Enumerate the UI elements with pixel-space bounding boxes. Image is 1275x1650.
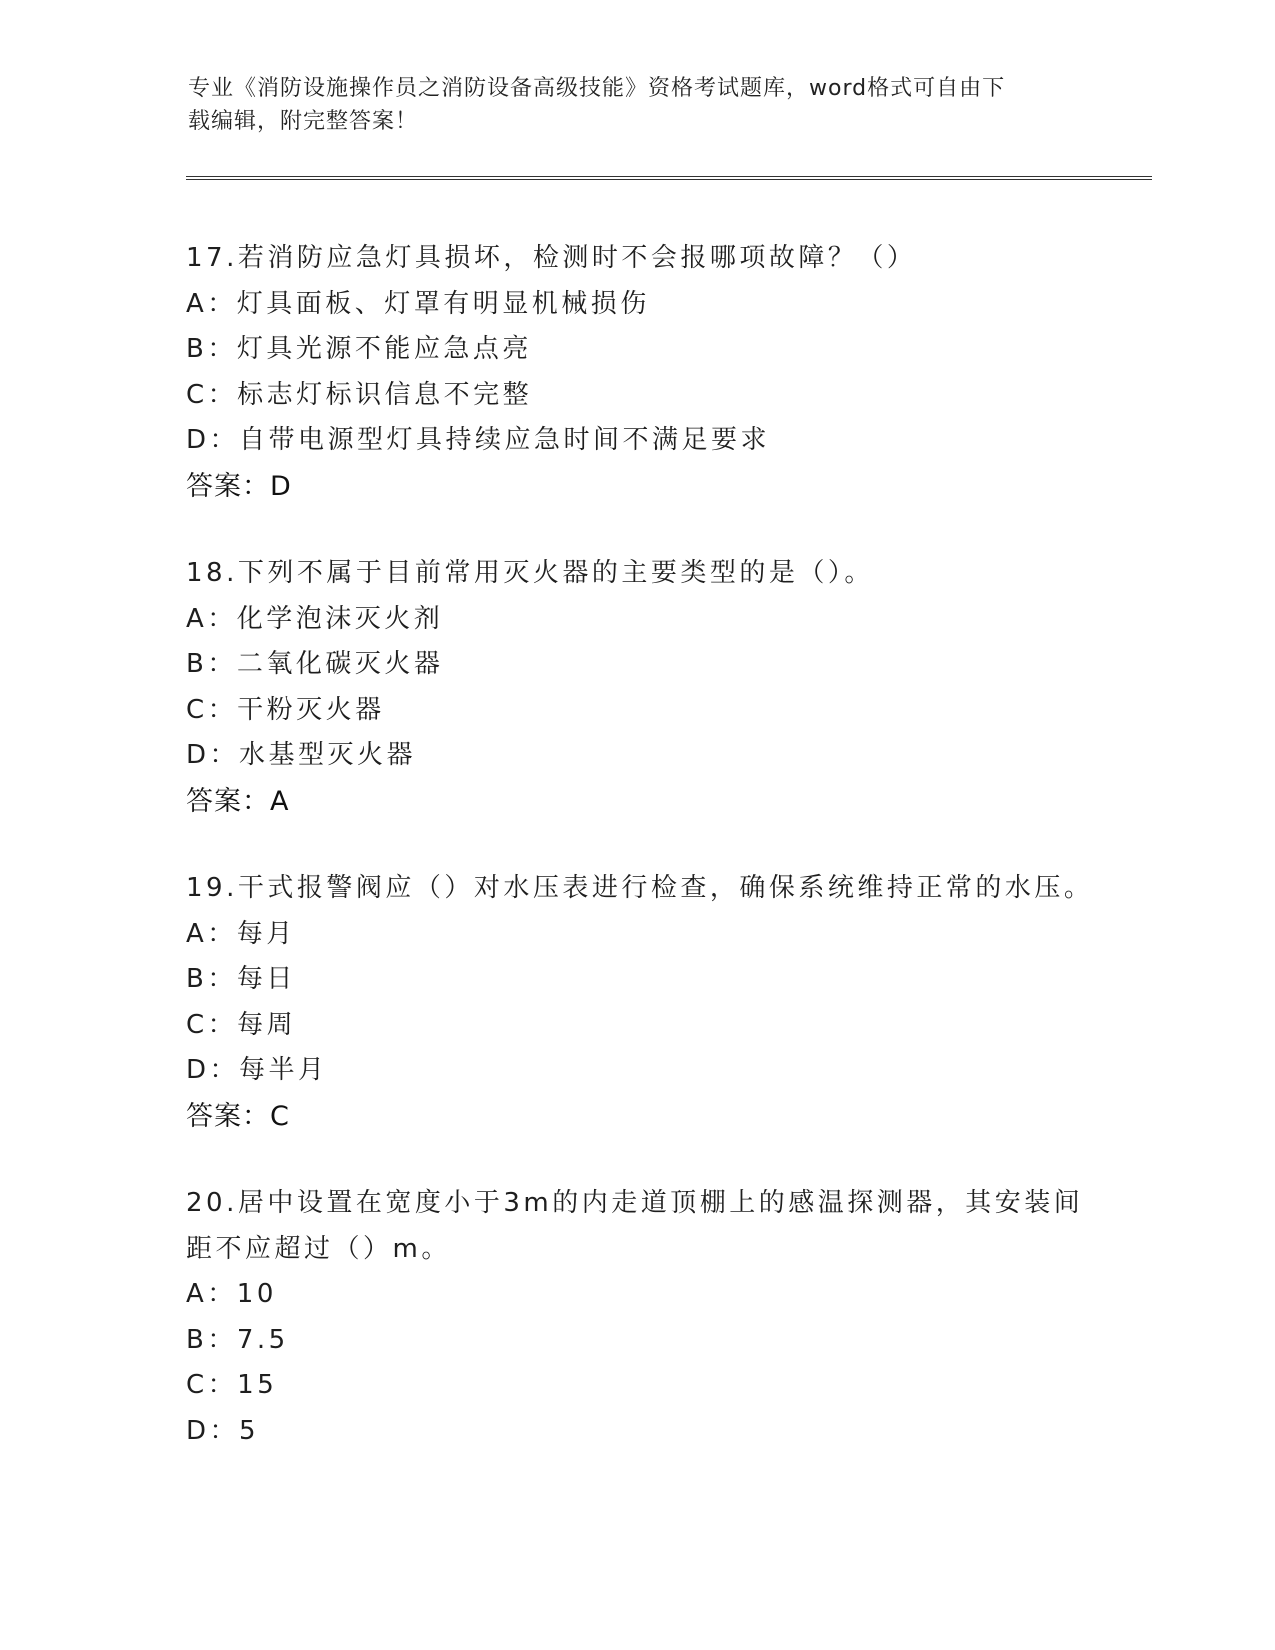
answer-option: B：7.5 (186, 1324, 289, 1355)
answer-option: A：10 (186, 1279, 277, 1309)
answer-option: B：二氧化碳灭火器 (186, 649, 444, 679)
answer-option: B：每日 (186, 964, 296, 994)
answer-option: D：每半月 (186, 1055, 328, 1085)
header-line-1: 专业《消防设施操作员之消防设备高级技能》资格考试题库，word格式可自由下 (188, 76, 1006, 101)
document-header (188, 72, 1068, 138)
answer-key: 答案：D (186, 470, 292, 502)
header-divider (186, 176, 1152, 180)
answer-option: C：15 (186, 1370, 278, 1400)
header-line-2: 载编辑，附完整答案！ (188, 109, 419, 134)
answer-key: 答案：C (186, 1100, 290, 1132)
answer-option: A：灯具面板、灯罩有明显机械损伤 (186, 288, 650, 319)
question-stem: 19.干式报警阀应（）对水压表进行检查，确保系统维持正常的水压。 (186, 873, 1094, 903)
answer-option: C：干粉灭火器 (186, 694, 385, 725)
answer-option: D：5 (186, 1415, 260, 1446)
answer-option: D：水基型灭火器 (186, 740, 417, 770)
question-list (186, 236, 1094, 1496)
answer-option: D：自带电源型灯具持续应急时间不满足要求 (186, 425, 771, 455)
question-block (186, 866, 1094, 1139)
answer-option: C：标志灯标识信息不完整 (186, 379, 533, 410)
answer-option: C：每周 (186, 1009, 297, 1040)
question-stem: 20.居中设置在宽度小于3m的内走道顶棚上的感温探测器，其安装间 (186, 1188, 1084, 1218)
answer-key: 答案：A (186, 785, 290, 817)
question-stem: 距不应超过（）m。 (186, 1233, 451, 1264)
question-stem: 17.若消防应急灯具损坏，检测时不会报哪项故障？（） (186, 243, 917, 273)
question-block (186, 1181, 1086, 1454)
question-block (186, 236, 1086, 509)
answer-option: B：灯具光源不能应急点亮 (186, 334, 532, 364)
answer-option: A：每月 (186, 918, 296, 949)
question-stem: 18.下列不属于目前常用灭火器的主要类型的是（）。 (186, 558, 874, 588)
question-block (186, 551, 1086, 824)
answer-option: A：化学泡沫灭火剂 (186, 603, 444, 634)
